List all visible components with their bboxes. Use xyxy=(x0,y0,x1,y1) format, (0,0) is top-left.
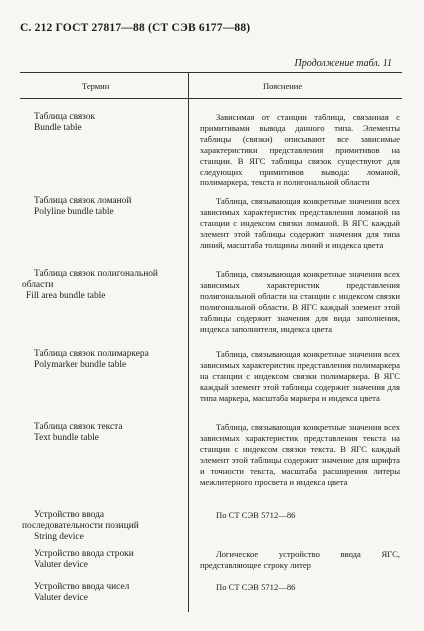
table-row-explanation: По СТ СЭВ 5712—86 xyxy=(216,582,296,592)
table-row-explanation: Таблица, связывающая конкретные значения всех зависимых характеристик представления полимаркера на станции с индексом связки полимаркера. В ЯГС каждый элемент этой таблицы содержит значения для типа маркера, масштаба маркера и индекса цвета xyxy=(200,349,400,403)
table-row-term xyxy=(22,510,172,543)
term-en: Fill area bundle table xyxy=(26,291,106,301)
column-divider xyxy=(188,72,189,612)
table-row-explanation: Зависимая от станции таблица, связанная с примитивами вывода данного типа. Элементы таблицы (связки) описывают все зависимые характеристики представления примитивов на станции. В ЯГС таблицы связок существуют для следующих примитивов вывода: ломаной, полимаркера, текста и полигональной области xyxy=(200,112,400,188)
term-ru: Устройство ввода чисел xyxy=(34,582,130,592)
term-ru: Таблица связок xyxy=(34,112,96,122)
table-row-term xyxy=(22,196,187,218)
table-row-term xyxy=(22,422,187,444)
table-row-explanation: Таблица, связывающая конкретные значения всех зависимых характеристик представления текста на станции с индексом связки текста. В ЯГС каждый элемент этой таблицы содержит значение для шрифта и точности текста, масштаба расширения литеры межлитерного просвета и индекса цвета xyxy=(200,422,400,487)
term-ru: Таблица связок полигональной области xyxy=(22,269,158,290)
table-top-rule xyxy=(20,72,402,73)
term-en: Text bundle table xyxy=(34,433,99,443)
term-ru: Устройство ввода строки xyxy=(34,549,134,559)
term-en: Polymarker bundle table xyxy=(34,360,127,370)
page-header: С. 212 ГОСТ 27817—88 (СТ СЭВ 6177—88) xyxy=(20,22,251,34)
term-en: String device xyxy=(34,532,84,542)
terms-table xyxy=(20,72,402,612)
term-en: Bundle table xyxy=(34,123,82,133)
table-row-term xyxy=(22,349,187,371)
term-ru: Устройство ввода последовательности позиций xyxy=(22,510,139,531)
term-ru: Таблица связок текста xyxy=(34,422,123,432)
table-row-term xyxy=(22,549,187,571)
table-row-explanation: По СТ СЭВ 5712—86 xyxy=(216,510,296,520)
table-row-term xyxy=(22,582,187,604)
column-header-explanation: Пояснение xyxy=(263,81,303,91)
column-header-term: Термин xyxy=(82,81,110,91)
term-ru: Таблица связок полимаркера xyxy=(34,349,149,359)
table-row-explanation: Логическое устройство ввода ЯГС, представляющее строку литер xyxy=(200,549,400,570)
term-en: Valuter device xyxy=(34,560,88,570)
table-row-explanation: Таблица, связывающая конкретные значения всех зависимых характеристик представления полигональной области на станции с индексом связки полигональной области. В ЯГС каждый элемент этой таблицы содержит значения для вида заполнения, индекса заполнителя, индекса цвета xyxy=(200,269,400,334)
table-row-term xyxy=(22,112,187,134)
term-en: Polyline bundle table xyxy=(34,207,114,217)
table-header-rule xyxy=(20,98,402,99)
table-row-explanation: Таблица, связывающая конкретные значения всех зависимых характеристик представления ломаной на станции с индексом связки ломаной. В ЯГС каждый элемент этой таблицы содержит значения для типа линий, масштаба толщины линий и индекса цвета xyxy=(200,196,400,250)
table-continuation-label: Продолжение табл. 11 xyxy=(294,58,392,69)
table-row-term xyxy=(22,269,172,302)
term-ru: Таблица связок ломаной xyxy=(34,196,132,206)
term-en: Valuter device xyxy=(34,593,88,603)
